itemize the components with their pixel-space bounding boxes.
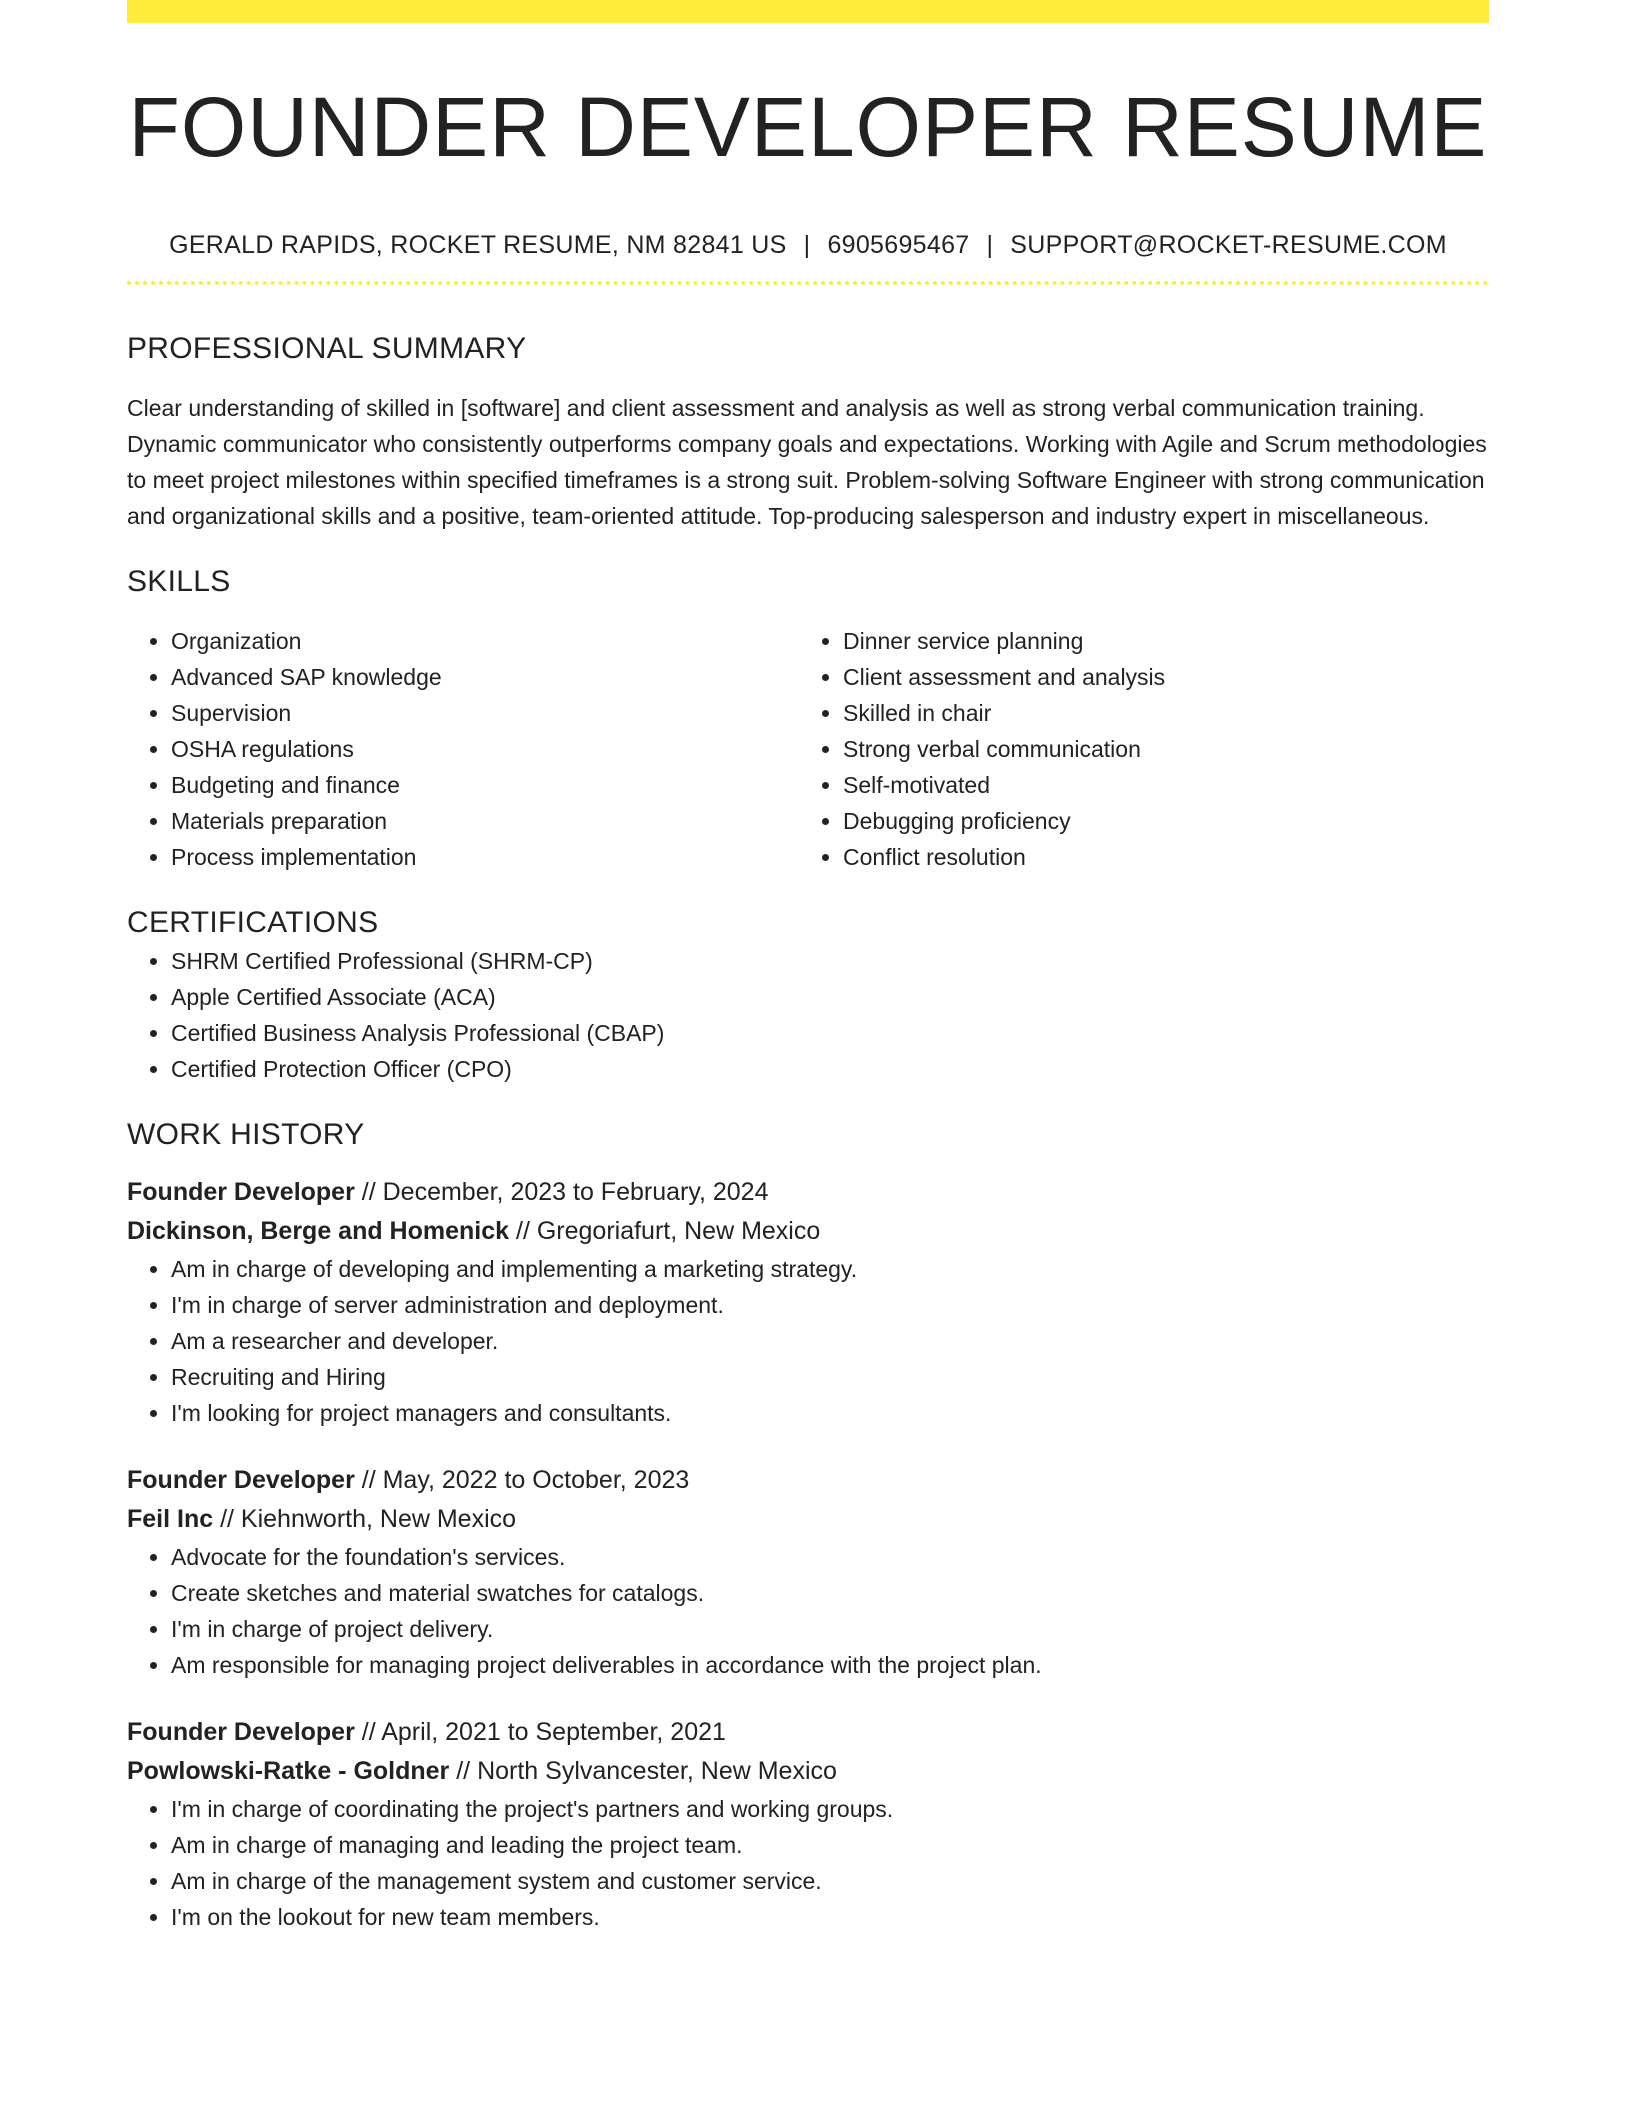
job-entry [127, 1173, 1489, 1431]
skills-heading: SKILLS [127, 565, 231, 598]
job-duty: • Advocate for the foundation's services. [171, 1539, 1489, 1575]
skill-item: • Dinner service planning [843, 623, 1471, 659]
job-role: Founder Developer [127, 1466, 355, 1494]
certification-item: • Certified Protection Officer (CPO) [171, 1051, 1489, 1087]
job-role-line [127, 1173, 1489, 1212]
job-company-line [127, 1212, 1489, 1251]
job-role: Founder Developer [127, 1178, 355, 1206]
skill-item: • Advanced SAP knowledge [171, 659, 799, 695]
skill-item: • Client assessment and analysis [843, 659, 1471, 695]
job-location: // Kiehnworth, New Mexico [213, 1505, 517, 1533]
resume-content [127, 0, 1489, 1935]
job-dates: // April, 2021 to September, 2021 [354, 1718, 726, 1746]
job-duties-list [127, 1251, 1489, 1431]
skill-item: • Debugging proficiency [843, 803, 1471, 839]
job-duty: • Am in charge of developing and implementing a marketing strategy. [171, 1251, 1489, 1287]
job-role-line [127, 1713, 1489, 1752]
skills-column-right [799, 623, 1471, 875]
skill-item: • Skilled in chair [843, 695, 1471, 731]
contact-line [127, 228, 1489, 262]
dotted-divider [127, 281, 1489, 285]
job-duty: • I'm looking for project managers and consultants. [171, 1395, 1489, 1431]
summary-heading: PROFESSIONAL SUMMARY [127, 332, 527, 365]
job-duty: • Am a researcher and developer. [171, 1323, 1489, 1359]
job-company-line [127, 1752, 1489, 1791]
job-company: Dickinson, Berge and Homenick [127, 1217, 510, 1245]
job-dates: // May, 2022 to October, 2023 [354, 1466, 690, 1494]
skill-item: • OSHA regulations [171, 731, 799, 767]
job-role-line [127, 1461, 1489, 1500]
skill-item: • Organization [171, 623, 799, 659]
skills-column-left [127, 623, 799, 875]
job-location: // Gregoriafurt, New Mexico [509, 1217, 821, 1245]
contact-phone: 6905695467 [827, 231, 970, 259]
skill-item: • Strong verbal communication [843, 731, 1471, 767]
work-history-heading: WORK HISTORY [127, 1118, 365, 1151]
skill-item: • Supervision [171, 695, 799, 731]
contact-separator: | [986, 231, 994, 259]
skill-item: • Materials preparation [171, 803, 799, 839]
job-duty: • I'm in charge of project delivery. [171, 1611, 1489, 1647]
job-company: Powlowski-Ratke - Goldner [127, 1757, 450, 1785]
job-duty: • Create sketches and material swatches for catalogs. [171, 1575, 1489, 1611]
certification-item: • SHRM Certified Professional (SHRM-CP) [171, 943, 1489, 979]
job-entry [127, 1713, 1489, 1935]
job-duties-list [127, 1791, 1489, 1935]
skill-item: • Self-motivated [843, 767, 1471, 803]
job-company: Feil Inc [127, 1505, 214, 1533]
summary-text: Clear understanding of skilled in [software] and client assessment and analysis as well as strong verbal communication training. Dynamic communicator who consistently outperforms company goals and expectations. Working with Agile and Scrum methodologies to meet project milestones within specified timeframes is a strong suit. Problem-solving Software Engineer with strong communication and organizational skills and a positive, team-oriented attitude. Top-producing salesperson and industry expert in miscellaneous. [127, 395, 1487, 529]
skill-item: • Conflict resolution [843, 839, 1471, 875]
job-location: // North Sylvancester, New Mexico [449, 1757, 837, 1785]
skill-item: • Process implementation [171, 839, 799, 875]
job-duty: • Recruiting and Hiring [171, 1359, 1489, 1395]
certification-item: • Certified Business Analysis Professional (CBAP) [171, 1015, 1489, 1051]
job-entry [127, 1461, 1489, 1683]
job-duty: • I'm on the lookout for new team members. [171, 1899, 1489, 1935]
contact-address: GERALD RAPIDS, ROCKET RESUME, NM 82841 US [169, 231, 787, 259]
skills-list-right [799, 623, 1471, 875]
job-duty: • Am in charge of managing and leading the project team. [171, 1827, 1489, 1863]
job-duty: • I'm in charge of coordinating the project's partners and working groups. [171, 1791, 1489, 1827]
certifications-list [127, 943, 1489, 1087]
job-duties-list [127, 1539, 1489, 1683]
job-duty: • I'm in charge of server administration and deployment. [171, 1287, 1489, 1323]
skill-item: • Budgeting and finance [171, 767, 799, 803]
contact-separator: | [803, 231, 811, 259]
job-company-line [127, 1500, 1489, 1539]
job-duty: • Am responsible for managing project deliverables in accordance with the project plan. [171, 1647, 1489, 1683]
job-role: Founder Developer [127, 1718, 355, 1746]
skills-grid [127, 623, 1489, 875]
contact-email: SUPPORT@ROCKET-RESUME.COM [1010, 231, 1447, 259]
job-duty: • Am in charge of the management system and customer service. [171, 1863, 1489, 1899]
resume-title: FOUNDER DEVELOPER RESUME [128, 80, 1488, 174]
certifications-heading: CERTIFICATIONS [127, 906, 379, 939]
certification-item: • Apple Certified Associate (ACA) [171, 979, 1489, 1015]
skills-list-left [127, 623, 799, 875]
job-dates: // December, 2023 to February, 2024 [354, 1178, 769, 1206]
